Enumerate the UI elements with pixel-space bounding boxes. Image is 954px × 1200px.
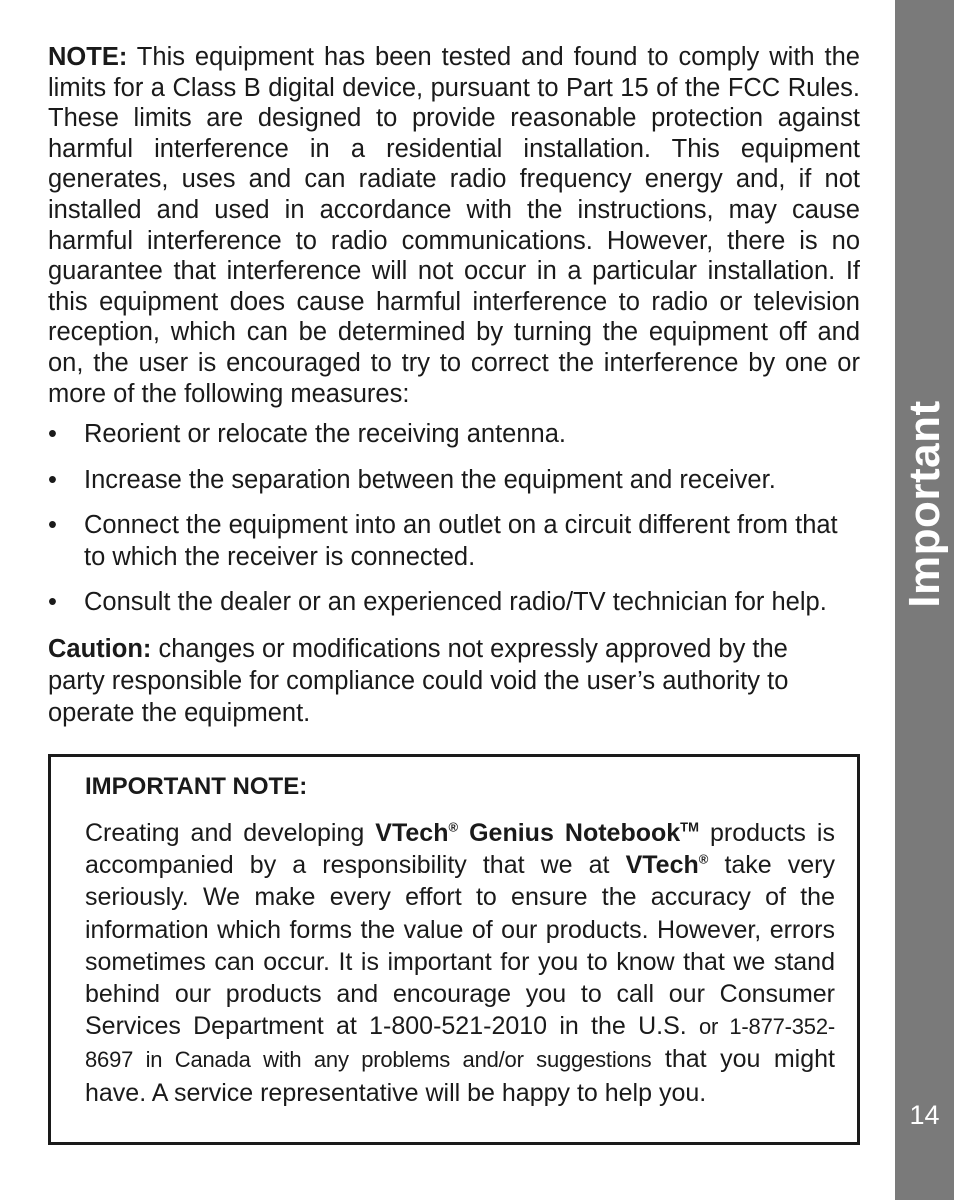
caution-label: Caution: [48, 634, 152, 663]
important-note-box [48, 754, 860, 1145]
registered-mark: ® [698, 851, 709, 867]
note-label: NOTE: [48, 43, 128, 71]
note-text: This equipment has been tested and found to comply with the limits for a Class B digital device, pursuant to Part 15 of the FCC Rules. These limits are designed to provide reasonable protection against harmful interference in a residential installation. This equipment generates, uses and can radiate radio frequency energy and, if not installed and used in accordance with the instructions, may cause harmful interference to radio communications. However, there is no guarantee that interference will not occur in a particular installation. If this equipment does cause harmful interference to radio or television reception, which can be determined by turning the equipment off and on, the user is encouraged to try to correct the interference by one or more of the following measures: [48, 43, 860, 408]
page-number: 14 [909, 1100, 940, 1130]
bullet-icon: • [48, 420, 57, 449]
fcc-note-paragraph [48, 42, 860, 409]
bullet-icon: • [48, 465, 57, 494]
caution-paragraph [48, 633, 838, 729]
registered-mark: ® [448, 819, 459, 835]
important-note-body: Creating and developing VTech® Genius Notebook™ products is accompanied by a responsibility that we at VTech® take very seriously. We make every effort to ensure the accuracy of the information which forms the value of our products. However, errors sometimes can occur. It is important for you to know that we stand behind our products and encourage you to call our Consumer Services Department at 1-800-521-2010 in the U.S. or 1-877-352-8697 in Canada with any problems and/or suggestions that you might have. A service representative will be happy to help you. [85, 819, 836, 1107]
sidebar-section-label: Important [899, 400, 949, 608]
bullet-icon: • [48, 588, 57, 617]
list-item: • Reorient or relocate the receiving antenna. [48, 419, 860, 451]
measures-list [48, 419, 860, 619]
brand-name: VTech® Genius Notebook™ [375, 819, 699, 847]
section-sidebar [895, 0, 954, 1200]
important-note-title: IMPORTANT NOTE: [85, 773, 308, 800]
brand-name: VTech® [625, 851, 709, 880]
bullet-icon: • [48, 511, 57, 540]
list-item: • Consult the dealer or an experienced radio/TV technician for help. [48, 587, 860, 619]
list-item: • Connect the equipment into an outlet on a circuit different from that to which the receiver is connected. [48, 511, 838, 571]
important-note-content [85, 771, 835, 1109]
caution-text: changes or modifications not expressly approved by the party responsible for compliance could void the user’s authority to operate the equipment. [48, 634, 789, 727]
fcc-compliance-section [48, 42, 860, 729]
list-item: • Increase the separation between the equipment and receiver. [48, 465, 860, 497]
trademark-mark: TM [680, 819, 699, 835]
